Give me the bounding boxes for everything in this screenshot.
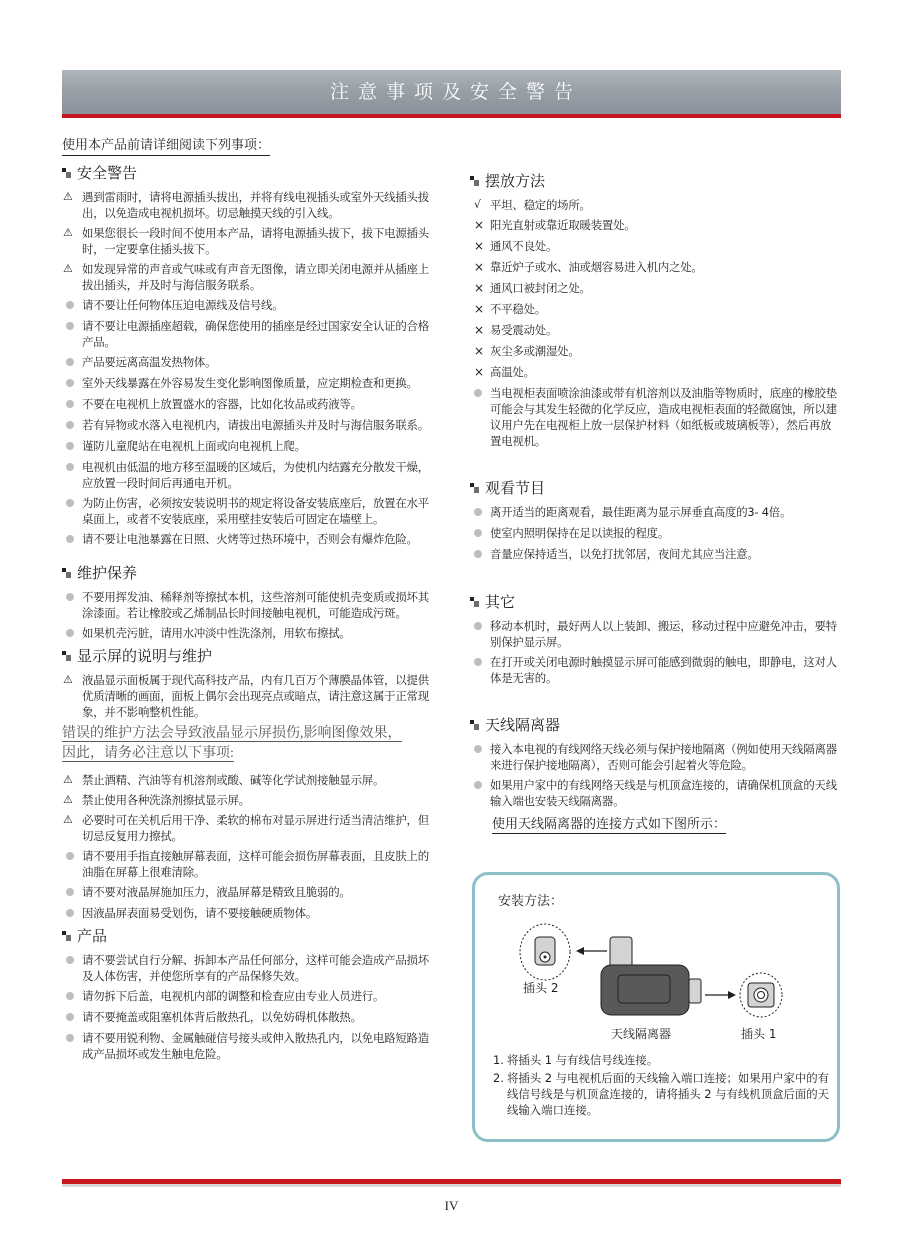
antenna-list (470, 741, 842, 809)
section-bullet-icon (62, 651, 71, 661)
section-bullet-icon (62, 568, 71, 578)
list-item (62, 792, 436, 808)
list-item-text: 必要时可在关机后用干净、柔软的棉布对显示屏进行适当清洁维护，但切忌反复用力擦拭。 (82, 813, 429, 843)
list-item (62, 988, 436, 1005)
cross-icon (470, 343, 490, 360)
list-item (470, 385, 842, 449)
list-item-text: 请不要让电源插座超载，确保您使用的插座是经过国家安全认证的合格产品。 (82, 319, 429, 349)
list-item (62, 625, 436, 642)
bullet-dot-icon (470, 385, 490, 449)
list-item (62, 812, 436, 844)
bullet-dot-icon (470, 546, 490, 563)
list-item (62, 772, 436, 788)
cross-icon (470, 259, 490, 276)
list-item (470, 301, 842, 318)
arrow-left-icon (576, 947, 607, 955)
right-column (470, 168, 842, 834)
list-item-text: 液晶显示面板属于现代高科技产品，内有几百万个薄膜晶体管，以提供优质清晰的画面，面板上偶尔会出现亮点或暗点，请注意这属于正常现象，并不影响整机性能。 (82, 673, 429, 719)
placement-list (470, 197, 842, 449)
bullet-dot-icon (62, 905, 82, 922)
list-item-text: 在打开或关闭电源时触摸显示屏可能感到微弱的触电，即静电，这对人体是无害的。 (490, 655, 837, 685)
footer-rule (62, 1179, 841, 1187)
section-bullet-icon (470, 597, 479, 607)
bullet-dot-icon (62, 589, 82, 621)
section-antenna-title: 天线隔离器 (470, 715, 842, 735)
warning-icon (62, 189, 82, 221)
plug-2-icon (520, 924, 570, 980)
isolator-label: 天线隔离器 (611, 1027, 672, 1041)
warning-icon (62, 812, 82, 844)
section-placement-title: 摆放方法 (470, 171, 842, 191)
install-steps (493, 1052, 833, 1120)
bullet-dot-icon (62, 848, 82, 880)
bullet-dot-icon (62, 1009, 82, 1026)
list-item (62, 297, 436, 314)
list-item (62, 261, 436, 293)
list-item-text: 遇到雷雨时，请将电源插头拔出，并将有线电视插头或室外天线插头拔出，以免造成电视机损坏。切忌触摸天线的引入线。 (82, 190, 429, 220)
safety-list (62, 189, 436, 548)
plug-2-label: 插头 2 (523, 981, 559, 995)
list-item-text: 请不要对液晶屏施加压力，液晶屏幕是精致且脆弱的。 (82, 885, 351, 899)
list-item (62, 589, 436, 621)
bullet-dot-icon (62, 318, 82, 350)
list-item-text: 平坦、稳定的场所。 (490, 198, 591, 212)
bullet-dot-icon (62, 354, 82, 371)
bullet-dot-icon (62, 1030, 82, 1062)
list-item (62, 531, 436, 548)
list-item (62, 884, 436, 901)
intro-text: 使用本产品前请详细阅读下列事项： (62, 137, 270, 156)
list-item (62, 354, 436, 371)
list-item (470, 525, 842, 542)
list-item-text: 为防止伤害，必须按安装说明书的规定将设备安装底座后，放置在水平桌面上，或者不安装底座，采用壁挂安装后可固定在墙壁上。 (82, 496, 429, 526)
bullet-dot-icon (62, 396, 82, 413)
cross-icon (470, 322, 490, 339)
list-item (470, 238, 842, 255)
bullet-dot-icon (62, 495, 82, 527)
header-banner (62, 70, 841, 114)
list-item-text: 易受震动处。 (490, 323, 558, 337)
list-item (62, 1009, 436, 1026)
bullet-dot-icon (62, 459, 82, 491)
check-icon (470, 197, 490, 213)
list-item-text: 使室内照明保持在足以读报的程度。 (490, 526, 670, 540)
section-bullet-icon (62, 931, 71, 941)
maintenance-list (62, 589, 436, 642)
bullet-dot-icon (470, 777, 490, 809)
bullet-dot-icon (470, 618, 490, 650)
display-caution-note: 错误的维护方法会导致液晶显示屏损伤,影响图像效果， 因此，请务必注意以下事项: (62, 726, 402, 761)
list-item-text: 不平稳处。 (490, 302, 546, 316)
section-display-title: 显示屏的说明与维护 (62, 646, 436, 666)
list-item-text: 请不要尝试自行分解、拆卸本产品任何部分，这样可能会造成产品损坏及人体伤害，并使您所享有的产品保修失效。 (82, 953, 429, 983)
bullet-dot-icon (470, 525, 490, 542)
warning-icon (62, 261, 82, 293)
cross-icon (470, 364, 490, 381)
list-item-text: 移动本机时，最好两人以上装卸、搬运，移动过程中应避免冲击，要特别保护显示屏。 (490, 619, 837, 649)
list-item (470, 217, 842, 234)
page-number: IV (444, 1198, 459, 1213)
section-other-title: 其它 (470, 592, 842, 612)
section-viewing-title: 观看节目 (470, 478, 842, 498)
bullet-dot-icon (470, 504, 490, 521)
list-item (62, 375, 436, 392)
list-item (470, 280, 842, 297)
bullet-dot-icon (62, 438, 82, 455)
list-item (470, 343, 842, 360)
list-item-text: 不要在电视机上放置盛水的容器，比如化妆品或药液等。 (82, 397, 362, 411)
viewing-list (470, 504, 842, 563)
list-item-text: 不要用挥发油、稀释剂等擦拭本机，这些溶剂可能使机壳变质或损坏其涂漆面。若让橡胶或乙烯制品长时间接触电视机，可能造成污斑。 (82, 590, 429, 620)
arrow-right-icon (705, 991, 736, 999)
list-item-text: 因液晶屏表面易受划伤，请不要接触硬质物体。 (82, 906, 318, 920)
list-item (62, 225, 436, 257)
list-item (470, 618, 842, 650)
list-item-text: 如果机壳污脏，请用水冲淡中性洗涤剂，用软布擦拭。 (82, 626, 351, 640)
install-label: 安装方法： (498, 894, 564, 909)
cross-icon (470, 280, 490, 297)
list-item-text: 请不要用锐利物、金属触碰信号接头或伸入散热孔内，以免电路短路造成产品损坏或发生触电危险。 (82, 1031, 429, 1061)
list-item-text: 室外天线暴露在外容易发生变化影响图像质量，应定期检查和更换。 (82, 376, 418, 390)
warning-icon (62, 672, 82, 720)
display-list-a (62, 672, 436, 720)
install-diagram-box (472, 872, 840, 1142)
list-item-text: 如果用户家中的有线网络天线是与机顶盒连接的，请确保机顶盒的天线输入端也安装天线隔离器。 (490, 778, 837, 808)
list-item (470, 364, 842, 381)
list-item-text: 请不要让电池暴露在日照、火烤等过热环境中，否则会有爆炸危险。 (82, 532, 418, 546)
list-item-text: 请不要掩盖或阻塞机体背后散热孔，以免妨碍机体散热。 (82, 1010, 362, 1024)
list-item (62, 1030, 436, 1062)
list-item-text: 离开适当的距离观看，最佳距离为显示屏垂直高度的3- 4倍。 (490, 505, 792, 519)
list-item-text: 禁止使用各种洗涤剂擦拭显示屏。 (82, 793, 250, 807)
list-item (470, 322, 842, 339)
left-column (62, 160, 436, 1066)
list-item (62, 495, 436, 527)
bullet-dot-icon (62, 417, 82, 434)
list-item (62, 438, 436, 455)
product-list (62, 952, 436, 1062)
list-item-text: 请不要让任何物体压迫电源线及信号线。 (82, 298, 284, 312)
bullet-dot-icon (62, 988, 82, 1005)
warning-icon (62, 792, 82, 808)
list-item-text: 灰尘多或潮湿处。 (490, 344, 580, 358)
header-red-rule (62, 114, 841, 118)
list-item-text: 谨防儿童爬站在电视机上面或向电视机上爬。 (82, 439, 306, 453)
list-item-text: 音量应保持适当，以免打扰邻居，夜间尤其应当注意。 (490, 547, 759, 561)
list-item-text: 通风口被封闭之处。 (490, 281, 591, 295)
antenna-isolator-icon (601, 937, 701, 1015)
list-item (470, 259, 842, 276)
list-item-text: 通风不良处。 (490, 239, 558, 253)
bullet-dot-icon (470, 741, 490, 773)
section-bullet-icon (470, 483, 479, 493)
bullet-dot-icon (62, 297, 82, 314)
list-item-text: 高温处。 (490, 365, 535, 379)
section-bullet-icon (470, 176, 479, 186)
list-item (62, 459, 436, 491)
list-item-text: 靠近炉子或水、油或烟容易进入机内之处。 (490, 260, 703, 274)
display-list-b (62, 772, 436, 922)
list-item-text: 如发现异常的声音或气味或有声音无图像，请立即关闭电源并从插座上拔出插头，并及时与海信服务联系。 (82, 262, 429, 292)
list-item (470, 197, 842, 213)
warning-icon (62, 772, 82, 788)
list-item (62, 189, 436, 221)
list-item (470, 546, 842, 563)
list-item (470, 654, 842, 686)
bullet-dot-icon (62, 884, 82, 901)
list-item (62, 672, 436, 720)
plug-1-icon (740, 973, 782, 1017)
warning-icon (62, 225, 82, 257)
list-item (62, 952, 436, 984)
list-item-text: 当电视柜表面喷涂油漆或带有机溶剂以及油脂等物质时，底座的橡胶垫可能会与其发生轻微的化学反应，造成电视柜表面的轻微腐蚀，所以建议用户先在电视柜上放一层保护材料（如纸板或玻璃板等），然后再放置电视机。 (490, 386, 837, 448)
list-item (470, 741, 842, 773)
list-item-text: 请勿拆下后盖，电视机内部的调整和检查应由专业人员进行。 (82, 989, 385, 1003)
list-item (470, 777, 842, 809)
section-bullet-icon (62, 168, 71, 178)
list-item (470, 504, 842, 521)
bullet-dot-icon (62, 375, 82, 392)
install-step: 1. 将插头 1 与有线信号线连接。 (493, 1053, 659, 1067)
list-item (62, 905, 436, 922)
list-item (62, 848, 436, 880)
list-item-text: 电视机由低温的地方移至温暖的区域后，为使机内结露充分散发干燥，应放置一段时间后再通电开机。 (82, 460, 429, 490)
list-item-text: 如果您很长一段时间不使用本产品，请将电源插头拔下，拔下电源插头时，一定要拿住插头拔下。 (82, 226, 429, 256)
cross-icon (470, 238, 490, 255)
bullet-dot-icon (62, 531, 82, 548)
list-item-text: 接入本电视的有线网络天线必须与保护接地隔离（例如使用天线隔离器来进行保护接地隔离），否则可能会引起着火等危险。 (490, 742, 837, 772)
connection-title: 使用天线隔离器的连接方式如下图所示： (492, 817, 727, 832)
list-item-text: 阳光直射或靠近取暖装置处。 (490, 218, 636, 232)
section-product-title: 产品 (62, 926, 436, 946)
list-item-text: 请不要用手指直接触屏幕表面，这样可能会损伤屏幕表面，且皮肤上的油脂在屏幕上很难清除。 (82, 849, 429, 879)
install-step: 2. 将插头 2 与电视机后面的天线输入端口连接；如果用户家中的有线信号线是与机顶盒连接的，请将插头 2 与有线机顶盒后面的天线输入端口连接。 (493, 1071, 830, 1117)
section-safety-title: 安全警告 (62, 163, 436, 183)
bullet-dot-icon (470, 654, 490, 686)
list-item-text: 产品要远离高温发热物体。 (82, 355, 217, 369)
list-item-text: 若有异物或水落入电视机内，请拔出电源插头并及时与海信服务联系。 (82, 418, 429, 432)
page-title: 注意事项及安全警告 (329, 81, 582, 103)
plug-1-label: 插头 1 (741, 1027, 777, 1041)
cross-icon (470, 217, 490, 234)
bullet-dot-icon (62, 625, 82, 642)
list-item (62, 396, 436, 413)
section-maintenance-title: 维护保养 (62, 563, 436, 583)
list-item (62, 417, 436, 434)
bullet-dot-icon (62, 952, 82, 984)
section-bullet-icon (470, 720, 479, 730)
other-list (470, 618, 842, 686)
list-item-text: 禁止酒精、汽油等有机溶剂或酸、碱等化学试剂接触显示屏。 (82, 773, 385, 787)
list-item (62, 318, 436, 350)
cross-icon (470, 301, 490, 318)
